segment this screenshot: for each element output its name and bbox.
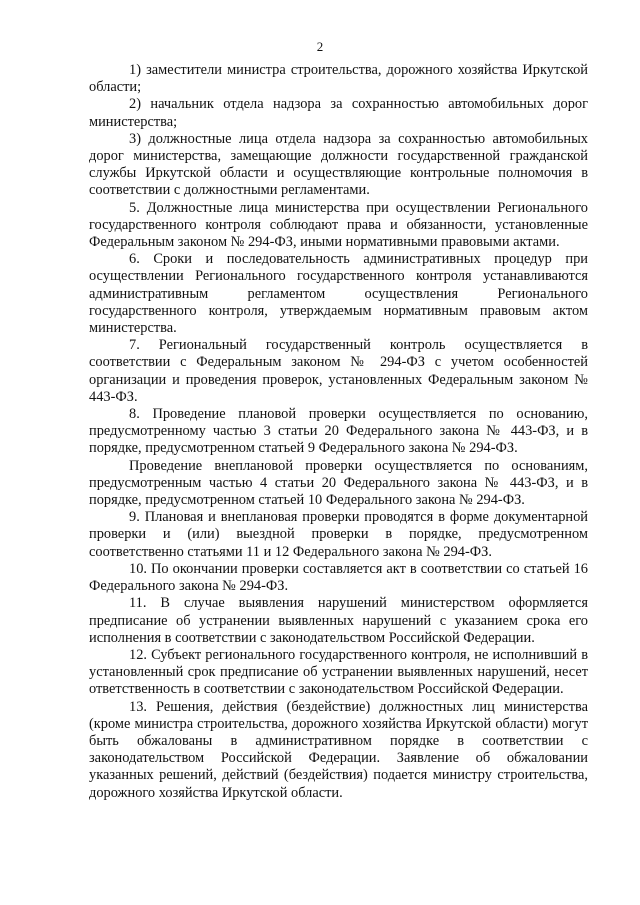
paragraph-item-2: 2) начальник отдела надзора за сохранностью автомобильных дорог министерства; xyxy=(89,96,588,130)
paragraph-11: 11. В случае выявления нарушений министерством оформляется предписание об устранении выявленных нарушений с указанием срока его исполнения в соответствии с законодательством Российской Федерации. xyxy=(89,595,588,646)
paragraph-5: 5. Должностные лица министерства при осуществлении Регионального государственного контроля соблюдают права и обязанности, установленные Федеральным законом № 294-ФЗ, иными нормативными правовыми актами. xyxy=(89,199,588,251)
paragraph-8: 8. Проведение плановой проверки осуществляется по основанию, предусмотренному частью 3 статьи 20 Федерального закона № 443-ФЗ, и в порядке, предусмотренном статьей 9 Федерального закона № 294-ФЗ. xyxy=(89,406,588,457)
paragraph-10: 10. По окончании проверки составляется акт в соответствии со статьей 16 Федерального закона № 294-ФЗ. xyxy=(89,560,588,595)
paragraph-8-unscheduled: Проведение внеплановой проверки осуществляется по основаниям, предусмотренным частью 4 статьи 20 Федерального закона № 443-ФЗ, и в порядке, предусмотренном статьей 10 Федерального закона № 294-ФЗ. xyxy=(89,457,588,509)
paragraph-12: 12. Субъект регионального государственного контроля, не исполнивший в установленный срок предписание об устранении выявленных нарушений, несет ответственность в соответствии с законодательством Российской Федерации. xyxy=(89,646,588,698)
paragraph-item-3: 3) должностные лица отдела надзора за сохранностью автомобильных дорог министерства, замещающие должности государственной гражданской службы Иркутской области и осуществляющие контрольные полномочия в соответствии с должностными регламентами. xyxy=(89,130,588,199)
paragraph-7: 7. Региональный государственный контроль осуществляется в соответствии с Федеральным законом № 294-ФЗ с учетом особенностей организации и проведения проверок, установленных Федеральным законом № 443-ФЗ. xyxy=(89,337,588,405)
page-number: 2 xyxy=(316,39,324,54)
paragraph-13: 13. Решения, действия (бездействие) должностных лиц министерства (кроме министра строительства, дорожного хозяйства Иркутской области) могут быть обжалованы в административном порядке в соответствии с законодательством Российской Федерации. Заявление об обжаловании указанных решений, действий (бездействия) подается министру строительства, дорожного хозяйства Иркутской области. xyxy=(89,698,588,801)
document-body xyxy=(89,62,588,802)
paragraph-9: 9. Плановая и внеплановая проверки проводятся в форме документарной проверки и (или) выездной проверки в порядке, предусмотренном соответственно статьями 11 и 12 Федерального закона № 294-ФЗ. xyxy=(89,509,588,560)
paragraph-item-1: 1) заместители министра строительства, дорожного хозяйства Иркутской области; xyxy=(89,62,588,96)
paragraph-6: 6. Сроки и последовательность административных процедур при осуществлении Регионального государственного контроля устанавливаются административным регламентом осуществления Регионального государственного контроля, утверждаемым нормативным правовым актом министерства. xyxy=(89,251,588,337)
